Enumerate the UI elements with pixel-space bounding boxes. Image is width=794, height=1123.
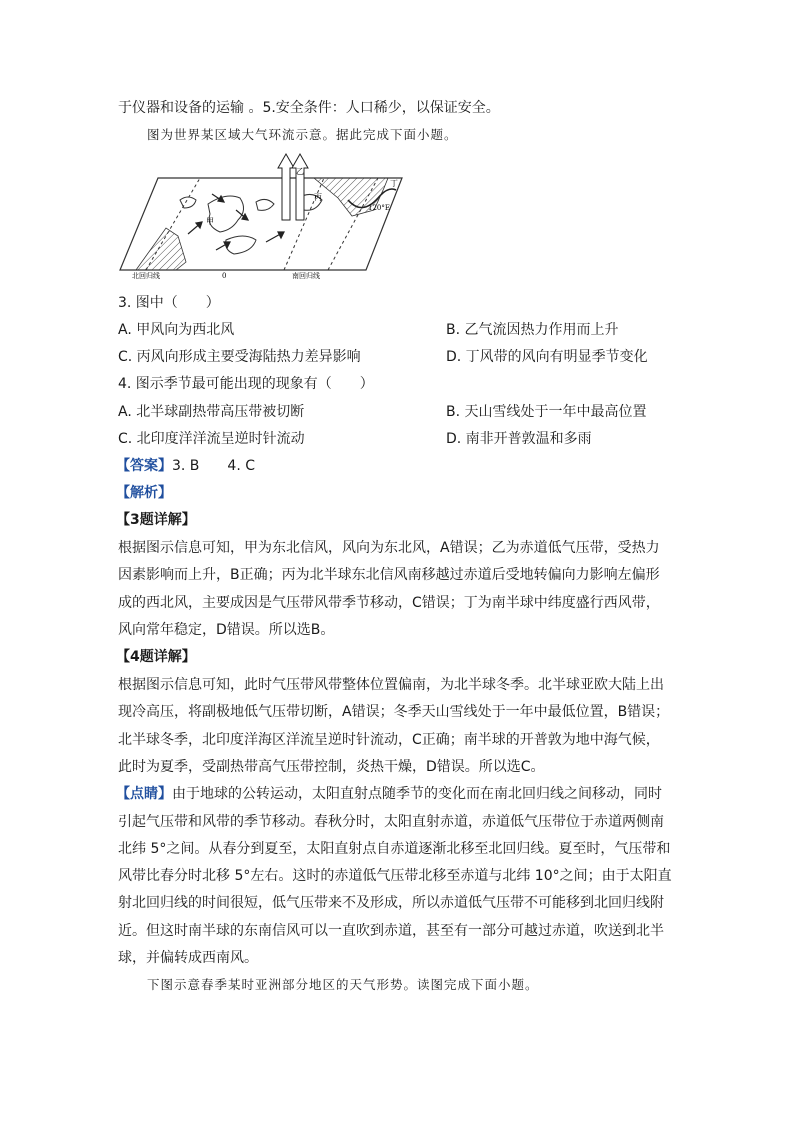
- key-point-line: 北纬 5°之间。从春分到夏至，太阳直射点自赤道逐渐北移至北回归线。夏至时，气压带和: [118, 841, 671, 857]
- answer-tag: 【答案】: [116, 458, 172, 474]
- q3-option-c: C. 丙风向形成主要受海陆热力差异影响: [118, 349, 361, 365]
- key-point-line: 风带比春分时北移 5°左右。这时的赤道低气压带北移至赤道与北纬 10°之间；由于太阳直: [118, 868, 672, 884]
- q4-detail-line: 根据图示信息可知，此时气压带风带整体位置偏南，为北半球冬季。北半球亚欧大陆上出: [118, 677, 664, 693]
- rising-arrow: [278, 154, 294, 220]
- q3-option-d: D. 丁风带的风向有明显季节变化: [446, 349, 648, 365]
- label-jia: 甲: [206, 217, 214, 226]
- q3-detail-line: 风向常年稳定，D错误。所以选B。: [118, 622, 335, 638]
- label-south-tropic: 南回归线: [292, 272, 320, 280]
- key-point-line: 近。但这时南半球的东南信风可以一直吹到赤道，甚至有一部分可越过赤道，吹送到北半: [118, 923, 664, 939]
- analysis-tag: 【解析】: [116, 485, 172, 501]
- diagram-svg: [116, 150, 406, 280]
- q4-option-a: A. 北半球副热带高压带被切断: [118, 404, 305, 420]
- label-ding: 丁: [390, 179, 398, 188]
- key-point-line: 射北回归线的时间很短，低气压带来不及形成，所以赤道低气压带不可能移到北回归线附: [118, 895, 664, 911]
- intro-text-2: 下图示意春季某时亚洲部分地区的天气形势。读图完成下面小题。: [147, 977, 539, 992]
- q4-detail-line: 北半球冬季，北印度洋海区洋流呈逆时针流动，C正确；南半球的开普敦为地中海气候，: [118, 732, 660, 748]
- label-yi: 乙: [296, 167, 304, 176]
- label-north-tropic: 北回归线: [132, 272, 160, 280]
- q4-detail-tag: 【4题详解】: [116, 649, 196, 665]
- landmass: [180, 197, 196, 208]
- q3-detail-tag: 【3题详解】: [116, 512, 196, 528]
- key-point-line: 引起气压带和风带的季节移动。春秋分时，太阳直射赤道，赤道低气压带位于赤道两侧南: [118, 814, 664, 830]
- label-lon: 120°E: [368, 204, 390, 212]
- top-text: 于仪器和设备的运输 。5.安全条件：人口稀少，以保证安全。: [118, 100, 500, 116]
- q4-option-d: D. 南非开普敦温和多雨: [446, 431, 592, 447]
- answer-line: [116, 455, 255, 475]
- q4-option-c: C. 北印度洋洋流呈逆时针流动: [118, 431, 305, 447]
- q3-detail-line: 根据图示信息可知，甲为东北信风，风向为东北风，A错误；乙为赤道低气压带，受热力: [118, 540, 660, 556]
- answer-text: 3. B 4. C: [172, 458, 255, 474]
- hatched-zone-left: [136, 228, 186, 270]
- intro-text: 图为世界某区域大气环流示意。据此完成下面小题。: [147, 127, 458, 142]
- landmass: [256, 199, 274, 210]
- q4-option-b: B. 天山雪线处于一年中最高位置: [446, 404, 647, 420]
- q3-detail-line: 成的西北风，主要成因是气压带风带季节移动，C错误；丁为南半球中纬度盛行西风带，: [118, 595, 660, 611]
- q4-stem: 4. 图示季节最可能出现的现象有（ ）: [118, 376, 374, 392]
- landmass: [208, 196, 244, 232]
- q3-option-a: A. 甲风向为西北风: [118, 322, 235, 338]
- key-point-text: 由于地球的公转运动，太阳直射点随季节的变化而在南北回归线之间移动，同时: [172, 786, 662, 802]
- atmospheric-circulation-diagram: [116, 150, 406, 280]
- q3-option-b: B. 乙气流因热力作用而上升: [446, 322, 619, 338]
- q4-detail-line: 现冷高压，将副极地低气压带切断，A错误；冬季天山雪线处于一年中最低位置，B错误；: [118, 704, 670, 720]
- landmass: [226, 236, 256, 254]
- q3-stem: 3. 图中（ ）: [118, 295, 220, 311]
- q4-detail-line: 此时为夏季，受副热带高气压带控制，炎热干燥，D错误。所以选C。: [118, 759, 545, 775]
- q3-detail-line: 因素影响而上升，B正确；丙为北半球东北信风南移越过赤道后受地转偏向力影响左偏形: [118, 567, 660, 583]
- key-point-line: 球，并偏转成西南风。: [118, 950, 258, 966]
- key-point-tag: 【点睛】: [116, 786, 172, 802]
- label-bing: 丙: [314, 193, 322, 202]
- label-zero: 0: [222, 272, 227, 280]
- key-point-first-line: [116, 783, 662, 803]
